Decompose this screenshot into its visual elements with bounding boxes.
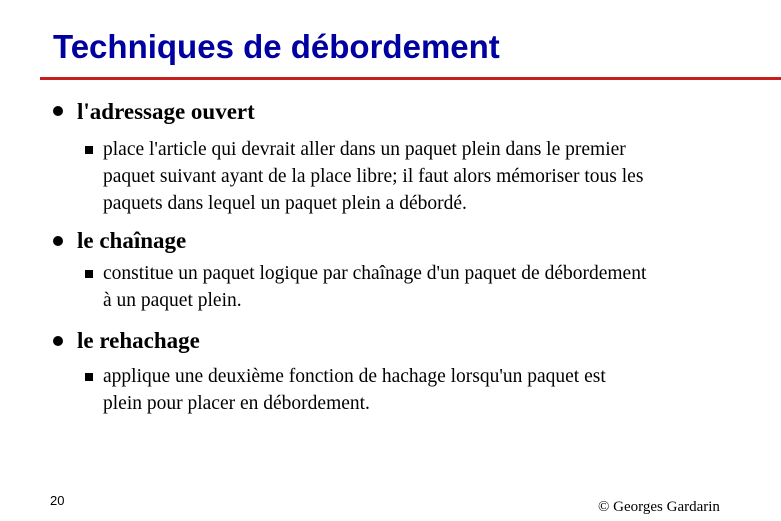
bullet-icon [53,236,63,246]
square-bullet-icon [85,146,93,154]
bullet-icon [53,336,63,346]
section-heading-chaining: le chaînage [77,228,187,253]
section-text-chaining [103,260,763,314]
text-line: place l'article qui devrait aller dans un paquet plein dans le premier [103,139,626,160]
slide-title: Techniques de débordement [53,28,500,65]
section-text-open-addressing [103,136,763,217]
text-line: applique une deuxième fonction de hachage lorsqu'un paquet est [103,366,606,387]
text-line: paquet suivant ayant de la place libre; il faut alors mémoriser tous les [103,166,644,187]
section-heading-open-addressing: l'adressage ouvert [77,99,255,124]
square-bullet-icon [85,270,93,278]
text-line: paquets dans lequel un paquet plein a débordé. [103,193,467,214]
text-line: plein pour placer en débordement. [103,393,370,414]
bullet-icon [53,106,63,116]
title-underline [40,77,781,80]
text-line: à un paquet plein. [103,290,242,311]
square-bullet-icon [85,373,93,381]
page-number: 20 [50,493,65,508]
section-text-rehashing [103,363,763,417]
section-heading-rehashing: le rehachage [77,328,200,353]
copyright-notice: © Georges Gardarin [598,499,720,515]
text-line: constitue un paquet logique par chaînage d'un paquet de débordement [103,263,647,284]
